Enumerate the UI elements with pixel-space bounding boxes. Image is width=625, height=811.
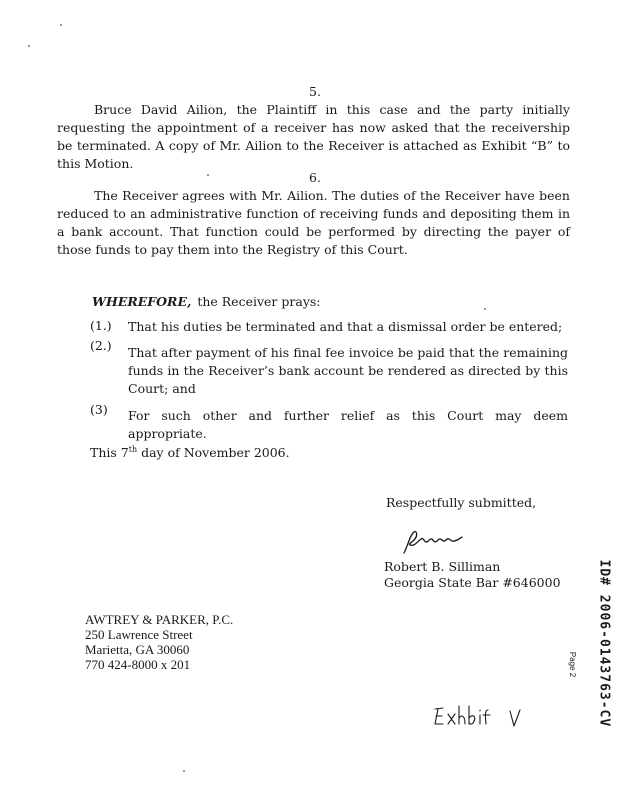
date-rest: day of November 2006. <box>137 445 290 460</box>
section-text: Bruce David Ailion, the Plaintiff in this case and the party initially requesting the appointment of a receiver has now asked that the receivership be terminated. A copy of Mr. Ailion to the Receiver is attached as Exhibit “B” to this Motion. <box>57 102 570 171</box>
prayer-item-label: (1.) <box>90 318 112 333</box>
firm-name: AWTREY & PARKER, P.C. <box>85 612 234 627</box>
prayer-item-text: For such other and further relief as this Court may deem appropriate. <box>128 408 568 441</box>
section-text: The Receiver agrees with Mr. Ailion. The duties of the Receiver have been reduced to an administrative function of receiving funds and depositing them in a bank account. That function could be performed by directing the payer of those funds to pay them into the Registry of this Court. <box>57 188 570 257</box>
prayer-intro <box>92 294 321 309</box>
signer-block <box>384 559 561 591</box>
firm-city: Marietta, GA 30060 <box>85 642 190 657</box>
signer-name: Robert B. Silliman <box>384 559 501 574</box>
prayer-intro-text: the Receiver prays: <box>197 294 321 309</box>
prayer-item-label: (3) <box>90 402 108 417</box>
scan-speck <box>28 45 30 47</box>
filing-page-stamp: Page 2 <box>568 651 578 678</box>
section-paragraph <box>57 187 570 259</box>
scan-speck <box>207 174 209 176</box>
signature-image <box>398 527 464 557</box>
scan-speck <box>60 24 62 26</box>
section-number: 5. <box>309 84 321 99</box>
signer-bar-number: Georgia State Bar #646000 <box>384 575 561 590</box>
closing-line: Respectfully submitted, <box>386 495 537 510</box>
prayer-item-text: That his duties be terminated and that a dismissal order be entered; <box>128 319 563 334</box>
firm-address <box>85 612 233 672</box>
date-prefix: This 7 <box>90 445 129 460</box>
scan-speck <box>183 770 185 772</box>
firm-street: 250 Lawrence Street <box>85 627 193 642</box>
firm-phone: 770 424-8000 x 201 <box>85 657 191 672</box>
date-line <box>90 445 290 460</box>
section-paragraph <box>57 101 570 173</box>
scan-speck <box>484 308 486 310</box>
date-ordinal: th <box>128 445 138 454</box>
prayer-item-label: (2.) <box>90 338 112 353</box>
wherefore-label: WHEREFORE, <box>92 294 192 309</box>
section-number: 6. <box>309 170 321 185</box>
filing-id-stamp: ID# 2006-0143763-CV <box>596 559 612 728</box>
handwritten-exhibit-note <box>432 700 532 732</box>
prayer-item-text: That after payment of his final fee invoice be paid that the remaining funds in the Receiver’s bank account be rendered as directed by this Court; and <box>128 345 568 396</box>
